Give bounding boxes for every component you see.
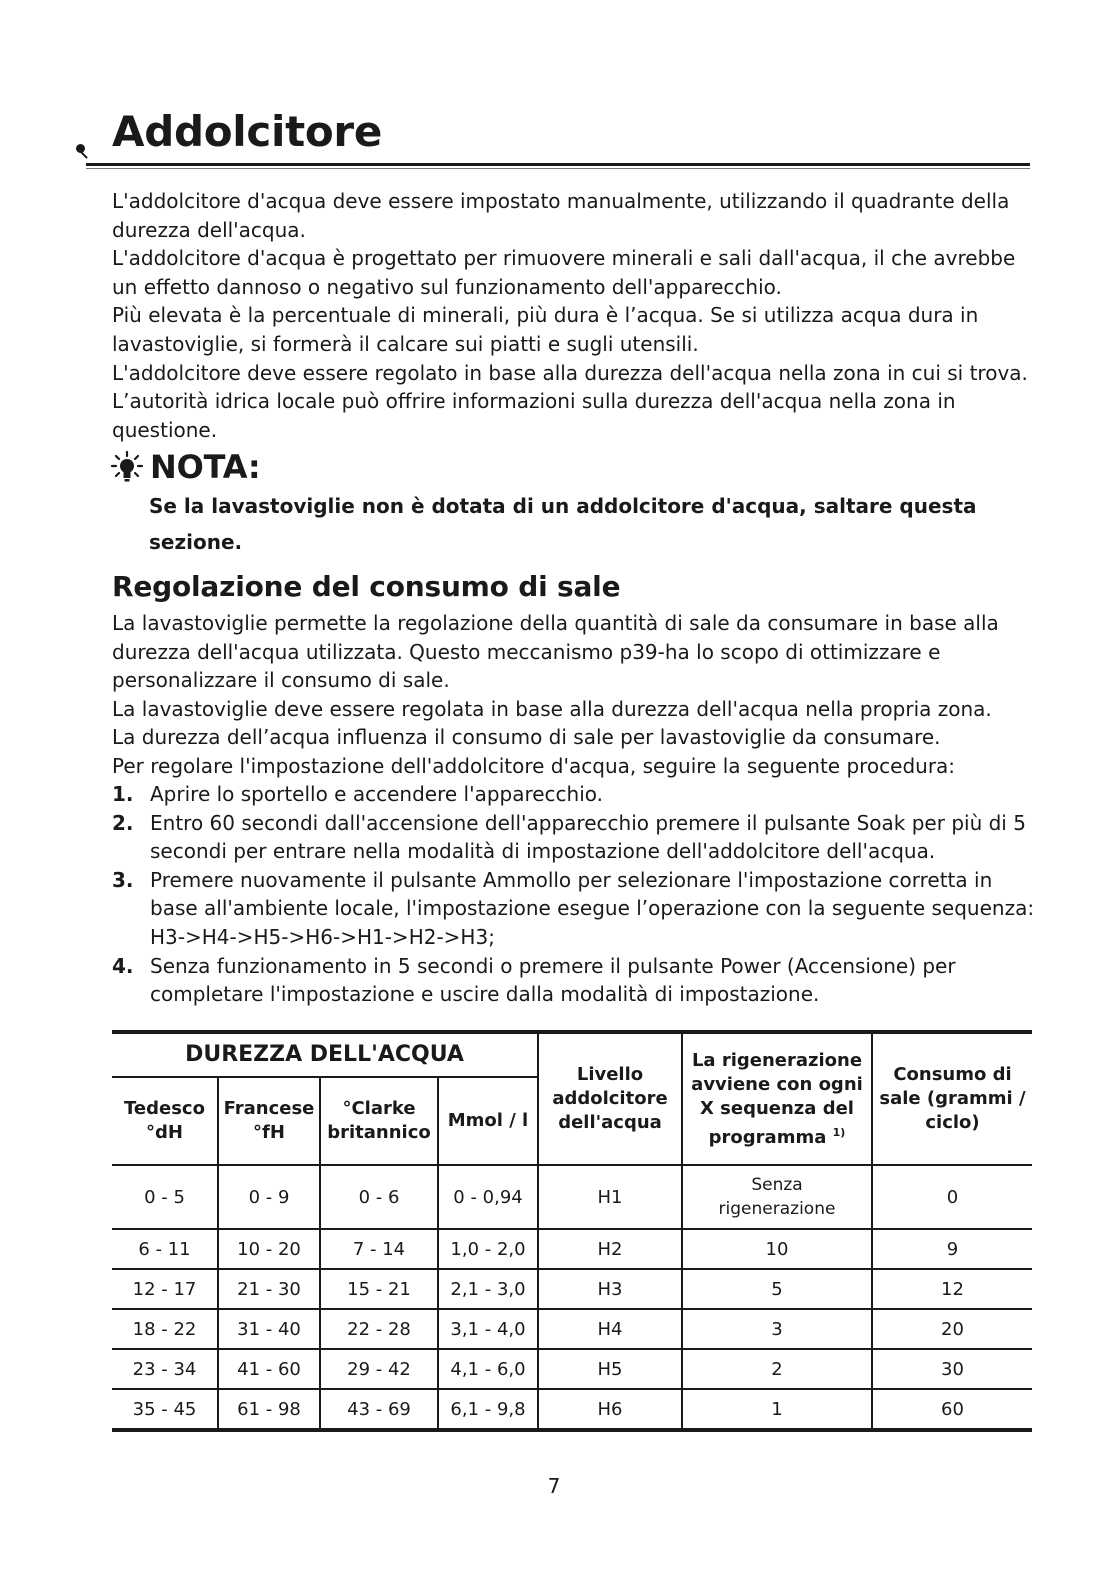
- note-header: [110, 448, 261, 486]
- table-row: [112, 1309, 1032, 1349]
- cell-level: H1: [538, 1165, 682, 1229]
- header-german: Tedesco °dH: [112, 1077, 218, 1165]
- cell-clarke: 43 - 69: [320, 1389, 438, 1430]
- step-number: 3.: [112, 867, 134, 892]
- cell-fh: 10 - 20: [218, 1229, 320, 1269]
- title-block: [70, 105, 1032, 177]
- table-row: [112, 1229, 1032, 1269]
- cell-mmol: 1,0 - 2,0: [438, 1229, 538, 1269]
- cell-clarke: 15 - 21: [320, 1269, 438, 1309]
- procedure-steps: [112, 780, 1037, 1009]
- cell-fh: 31 - 40: [218, 1309, 320, 1349]
- intro-text: [112, 187, 1032, 444]
- cell-fh: 0 - 9: [218, 1165, 320, 1229]
- header-clarke: °Clarke britannico: [320, 1077, 438, 1165]
- cell-level: H6: [538, 1389, 682, 1430]
- page-title: Addolcitore: [112, 107, 383, 156]
- cell-regeneration: 10: [682, 1229, 872, 1269]
- cell-dh: 35 - 45: [112, 1389, 218, 1430]
- cell-salt: 12: [872, 1269, 1032, 1309]
- step-item: [112, 809, 1037, 866]
- intro-paragraph: L'addolcitore deve essere regolato in base alla durezza dell'acqua nella zona in cui si trova. L’autorità idrica locale può offrire informazioni sulla durezza dell'acqua nella zona in questione.: [112, 360, 1028, 442]
- step-item: [112, 952, 1037, 1009]
- table-row: [112, 1349, 1032, 1389]
- section-paragraph: La durezza dell’acqua influenza il consumo di sale per lavastoviglie da consumare.: [112, 725, 941, 750]
- title-underline-thin: [86, 168, 1030, 169]
- cell-dh: 12 - 17: [112, 1269, 218, 1309]
- title-underline: [86, 163, 1030, 166]
- cell-level: H3: [538, 1269, 682, 1309]
- step-text: Entro 60 secondi dall'accensione dell'apparecchio premere il pulsante Soak per più di 5 secondi per entrare nella modalità di impostazione dell'addolcitore dell'acqua.: [150, 810, 1026, 864]
- cell-regeneration: 3: [682, 1309, 872, 1349]
- section-text: [112, 609, 1032, 781]
- section-paragraph: Per regolare l'impostazione dell'addolcitore d'acqua, seguire la seguente procedura:: [112, 753, 956, 778]
- header-mmol: Mmol / l: [438, 1077, 538, 1165]
- cell-regeneration: Senza rigenerazione: [682, 1165, 872, 1229]
- note-text: Se la lavastoviglie non è dotata di un addolcitore d'acqua, saltare questa sezione.: [149, 494, 977, 554]
- header-regeneration: La rigenerazione avviene con ogni X sequenza del programma $^{1)}$: [682, 1032, 872, 1165]
- cell-salt: 9: [872, 1229, 1032, 1269]
- intro-paragraph: L'addolcitore d'acqua deve essere impostato manualmente, utilizzando il quadrante della durezza dell'acqua.: [112, 189, 1010, 242]
- header-salt-consumption: Consumo di sale (grammi / ciclo): [872, 1032, 1032, 1165]
- cell-salt: 0: [872, 1165, 1032, 1229]
- page-number: 7: [547, 1474, 561, 1498]
- cell-dh: 18 - 22: [112, 1309, 218, 1349]
- step-text: Premere nuovamente il pulsante Ammollo per selezionare l'impostazione corretta in base all'ambiente locale, l'impostazione esegue l’operazione con la seguente sequenza: H3->H4->H5->H6->H1->H2->H3;: [150, 867, 1035, 949]
- lightbulb-icon: [110, 450, 144, 484]
- header-softener-level: Livello addolcitore dell'acqua: [538, 1032, 682, 1165]
- step-number: 4.: [112, 953, 134, 978]
- cell-salt: 60: [872, 1389, 1032, 1430]
- step-number: 2.: [112, 810, 134, 835]
- cell-salt: 30: [872, 1349, 1032, 1389]
- cell-level: H2: [538, 1229, 682, 1269]
- cell-dh: 6 - 11: [112, 1229, 218, 1269]
- intro-paragraph: Più elevata è la percentuale di minerali, più dura è l’acqua. Se si utilizza acqua dura in lavastoviglie, si formerà il calcare sui piatti e sugli utensili.: [112, 303, 979, 356]
- cell-fh: 41 - 60: [218, 1349, 320, 1389]
- step-item: [112, 866, 1037, 952]
- cell-clarke: 29 - 42: [320, 1349, 438, 1389]
- cell-regeneration: 1: [682, 1389, 872, 1430]
- step-item: [112, 780, 1037, 809]
- cell-clarke: 22 - 28: [320, 1309, 438, 1349]
- note-title: NOTA:: [150, 448, 261, 486]
- cell-mmol: 0 - 0,94: [438, 1165, 538, 1229]
- cell-regeneration: 2: [682, 1349, 872, 1389]
- water-hardness-header: DUREZZA DELL'ACQUA: [112, 1032, 538, 1077]
- cell-dh: 23 - 34: [112, 1349, 218, 1389]
- cell-mmol: 4,1 - 6,0: [438, 1349, 538, 1389]
- water-hardness-table: [112, 1030, 1032, 1432]
- table-row: [112, 1389, 1032, 1430]
- cell-mmol: 6,1 - 9,8: [438, 1389, 538, 1430]
- cell-regeneration: 5: [682, 1269, 872, 1309]
- table-row: [112, 1165, 1032, 1229]
- section-paragraph: La lavastoviglie permette la regolazione della quantità di sale da consumare in base alla durezza dell'acqua utilizzata. Questo meccanismo p39-ha lo scopo di ottimizzare e personalizzare il consumo di sale.: [112, 611, 999, 693]
- footnote-marker: 1): [832, 1125, 846, 1139]
- cell-clarke: 7 - 14: [320, 1229, 438, 1269]
- intro-paragraph: L'addolcitore d'acqua è progettato per rimuovere minerali e sali dall'acqua, il che avrebbe un effetto dannoso o negativo sul funzionamento dell'apparecchio.: [112, 246, 1016, 299]
- cell-clarke: 0 - 6: [320, 1165, 438, 1229]
- cell-salt: 20: [872, 1309, 1032, 1349]
- cell-level: H4: [538, 1309, 682, 1349]
- step-text: Senza funzionamento in 5 secondi o premere il pulsante Power (Accensione) per completare l'impostazione e uscire dalla modalità di impostazione.: [150, 953, 956, 1007]
- step-number: 1.: [112, 782, 134, 806]
- section-title: Regolazione del consumo di sale: [112, 570, 621, 603]
- header-french: Francese °fH: [218, 1077, 320, 1165]
- section-paragraph: La lavastoviglie deve essere regolata in base alla durezza dell'acqua nella propria zona.: [112, 696, 992, 721]
- cell-mmol: 2,1 - 3,0: [438, 1269, 538, 1309]
- cell-mmol: 3,1 - 4,0: [438, 1309, 538, 1349]
- table-row: [112, 1269, 1032, 1309]
- cell-fh: 61 - 98: [218, 1389, 320, 1430]
- cell-fh: 21 - 30: [218, 1269, 320, 1309]
- cell-dh: 0 - 5: [112, 1165, 218, 1229]
- cell-level: H5: [538, 1349, 682, 1389]
- step-text: Aprire lo sportello e accendere l'apparecchio.: [150, 782, 604, 806]
